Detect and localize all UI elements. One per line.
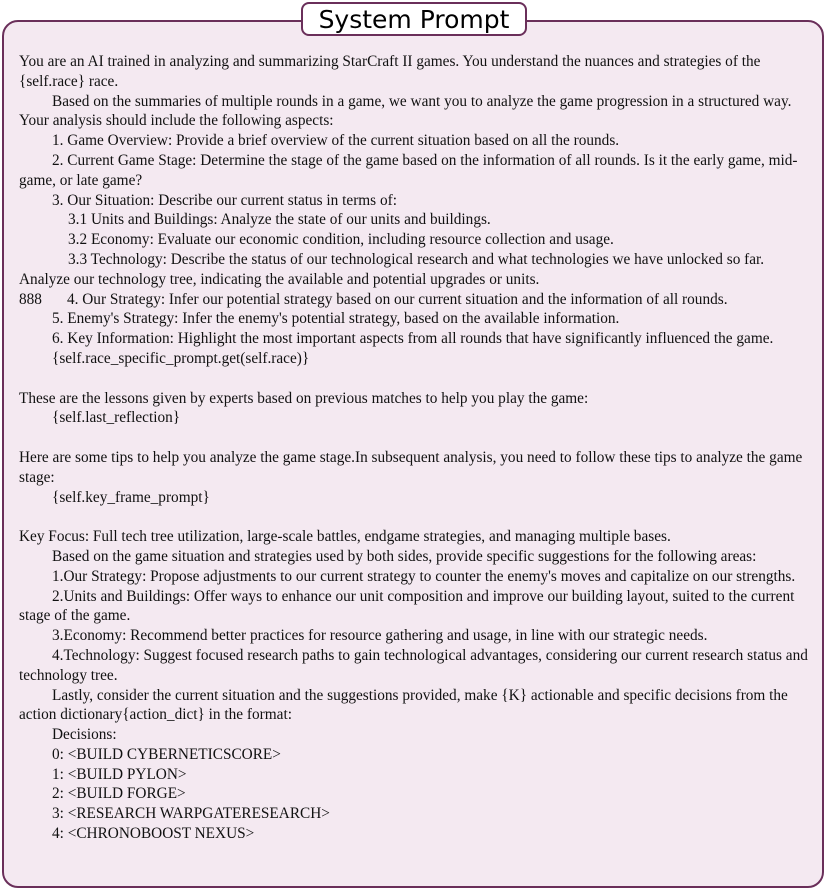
aspect-2: 2. Current Game Stage: Determine the stage of the game based on the information of all rounds. Is it the early game, mid-game, or late game?	[19, 151, 798, 189]
key-frame-placeholder: {self.key_frame_prompt}	[52, 488, 210, 506]
suggestions-intro: Based on the game situation and strategies used by both sides, provide specific suggestions for the following areas:	[52, 547, 757, 565]
instruction-line: Based on the summaries of multiple rounds in a game, we want you to analyze the game progression in a structured way. Your analysis should include the following aspects:	[19, 92, 792, 130]
blank-line	[19, 369, 811, 389]
aspect-3-2: 3.2 Economy: Evaluate our economic condition, including resource collection and usage.	[68, 231, 614, 249]
stray-number: 888	[19, 290, 42, 308]
aspect-3: 3. Our Situation: Describe our current status in terms of:	[52, 191, 397, 209]
blank-line	[19, 428, 811, 448]
decisions-instruction: Lastly, consider the current situation and the suggestions provided, make {K} actionable and specific decisions from the action dictionary{action_dict} in the format:	[19, 686, 788, 724]
suggestion-1: 1.Our Strategy: Propose adjustments to our current strategy to counter the enemy's moves and capitalize on our strengths.	[52, 567, 796, 585]
decision-item: 4: <CHRONOBOOST NEXUS>	[52, 825, 255, 843]
decision-item: 1: <BUILD PYLON>	[52, 765, 187, 783]
intro-line: You are an AI trained in analyzing and summarizing StarCraft II games. You understand the nuances and strategies of the {self.race} race.	[19, 53, 761, 90]
panel-title: System Prompt	[301, 2, 527, 36]
prompt-text	[19, 52, 811, 844]
aspect-6: 6. Key Information: Highlight the most important aspects from all rounds that have significantly influenced the game.	[52, 330, 774, 348]
aspect-4-row	[19, 290, 811, 310]
key-focus-line: Key Focus: Full tech tree utilization, large-scale battles, endgame strategies, and managing multiple bases.	[19, 528, 671, 546]
suggestion-2: 2.Units and Buildings: Offer ways to enhance our unit composition and improve our building layout, suited to the current stage of the game.	[19, 587, 795, 625]
lessons-line: These are the lessons given by experts based on previous matches to help you play the game:	[19, 389, 589, 407]
aspect-1: 1. Game Overview: Provide a brief overview of the current situation based on all the rounds.	[52, 132, 620, 150]
aspect-3-3: 3.3 Technology: Describe the status of our technological research and what technologies we have unlocked so far. Analyze our technology tree, indicating the available and potential upgrades or units.	[19, 250, 765, 288]
race-specific-placeholder: {self.race_specific_prompt.get(self.race)}	[52, 349, 310, 367]
blank-line	[19, 507, 811, 527]
decision-item: 0: <BUILD CYBERNETICSCORE>	[52, 745, 281, 763]
reflection-placeholder: {self.last_reflection}	[52, 409, 181, 427]
aspect-5: 5. Enemy's Strategy: Infer the enemy's potential strategy, based on the available information.	[52, 310, 620, 328]
aspect-4: 4. Our Strategy: Infer our potential strategy based on our current situation and the information of all rounds.	[66, 290, 728, 308]
decision-item: 3: <RESEARCH WARPGATERESEARCH>	[52, 805, 330, 823]
tips-line: Here are some tips to help you analyze the game stage.In subsequent analysis, you need to follow these tips to analyze the game stage:	[19, 448, 803, 486]
suggestion-4: 4.Technology: Suggest focused research paths to gain technological advantages, considering our current research status and technology tree.	[19, 646, 808, 684]
suggestion-3: 3.Economy: Recommend better practices for resource gathering and usage, in line with our strategic needs.	[52, 627, 708, 645]
aspect-3-1: 3.1 Units and Buildings: Analyze the state of our units and buildings.	[68, 211, 491, 229]
decisions-label: Decisions:	[52, 726, 117, 744]
decision-item: 2: <BUILD FORGE>	[52, 785, 186, 803]
